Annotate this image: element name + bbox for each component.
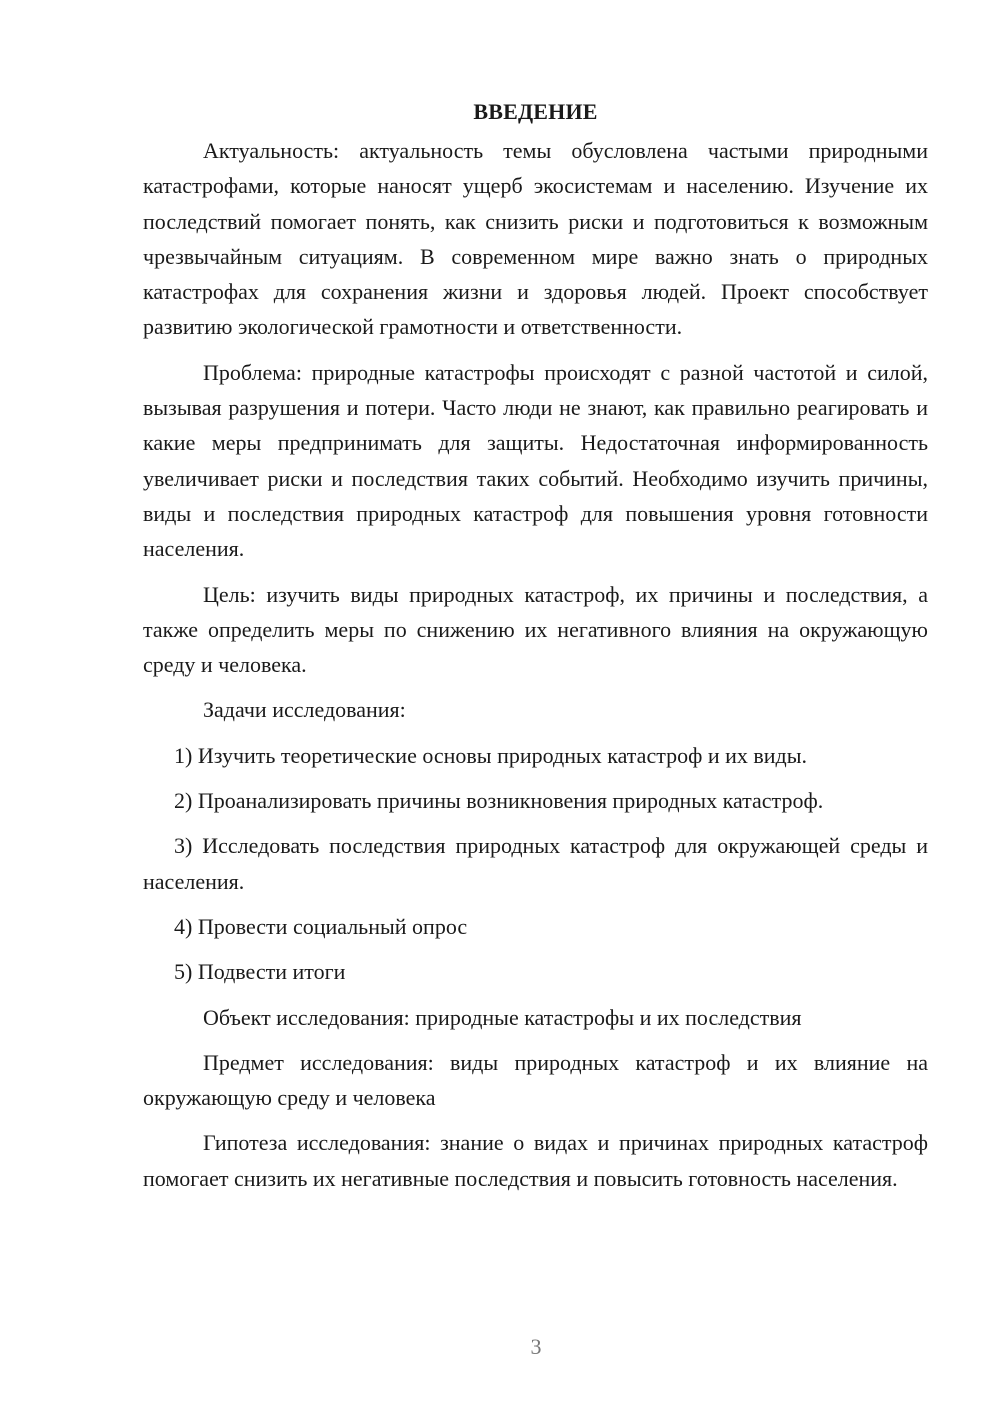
task-item-3: 3) Исследовать последствия природных катастроф для окружающей среды и населения. <box>143 833 928 894</box>
paragraph-tasks-heading: Задачи исследования: <box>203 697 406 723</box>
paragraph-goal: Цель: изучить виды природных катастроф, их причины и последствия, а также определить меры по снижению их негативного влияния на окружающую среду и человека. <box>143 581 928 678</box>
paragraph-hypothesis: Гипотеза исследования: знание о видах и причинах природных катастроф помогает снизить их негативные последствия и повысить готовность населения. <box>143 1130 928 1191</box>
task-item-4: 4) Провести социальный опрос <box>174 913 468 939</box>
page-content <box>143 94 928 1206</box>
task-item-5: 5) Подвести итоги <box>174 959 346 985</box>
task-item-1: 1) Изучить теоретические основы природных катастроф и их виды. <box>174 742 808 768</box>
paragraph-relevance: Актуальность: актуальность темы обусловлена частыми природными катастрофами, которые наносят ущерб экосистемам и населению. Изучение их последствий помогает понять, как снизить риски и подготовиться к возможным чрезвычайным ситуациям. В современном мире важно знать о природных катастрофах для сохранения жизни и здоровья людей. Проект способствует развитию экологической грамотности и ответственности. <box>143 138 928 340</box>
paragraph-object: Объект исследования: природные катастрофы и их последствия <box>203 1004 802 1030</box>
page-number: 3 <box>530 1334 542 1359</box>
paragraph-subject: Предмет исследования: виды природных катастроф и их влияние на окружающую среду и человека <box>143 1049 928 1111</box>
task-item-2: 2) Проанализировать причины возникновения природных катастроф. <box>174 788 824 814</box>
page-title: ВВЕДЕНИЕ <box>473 99 598 124</box>
paragraph-problem: Проблема: природные катастрофы происходят с разной частотой и силой, вызывая разрушения и потери. Часто люди не знают, как правильно реагировать и какие меры предпринимать для защиты. Недостаточная информированность увеличивает риски и последствия таких событий. Необходимо изучить причины, виды и последствия природных катастроф для повышения уровня готовности населения. <box>143 359 928 562</box>
